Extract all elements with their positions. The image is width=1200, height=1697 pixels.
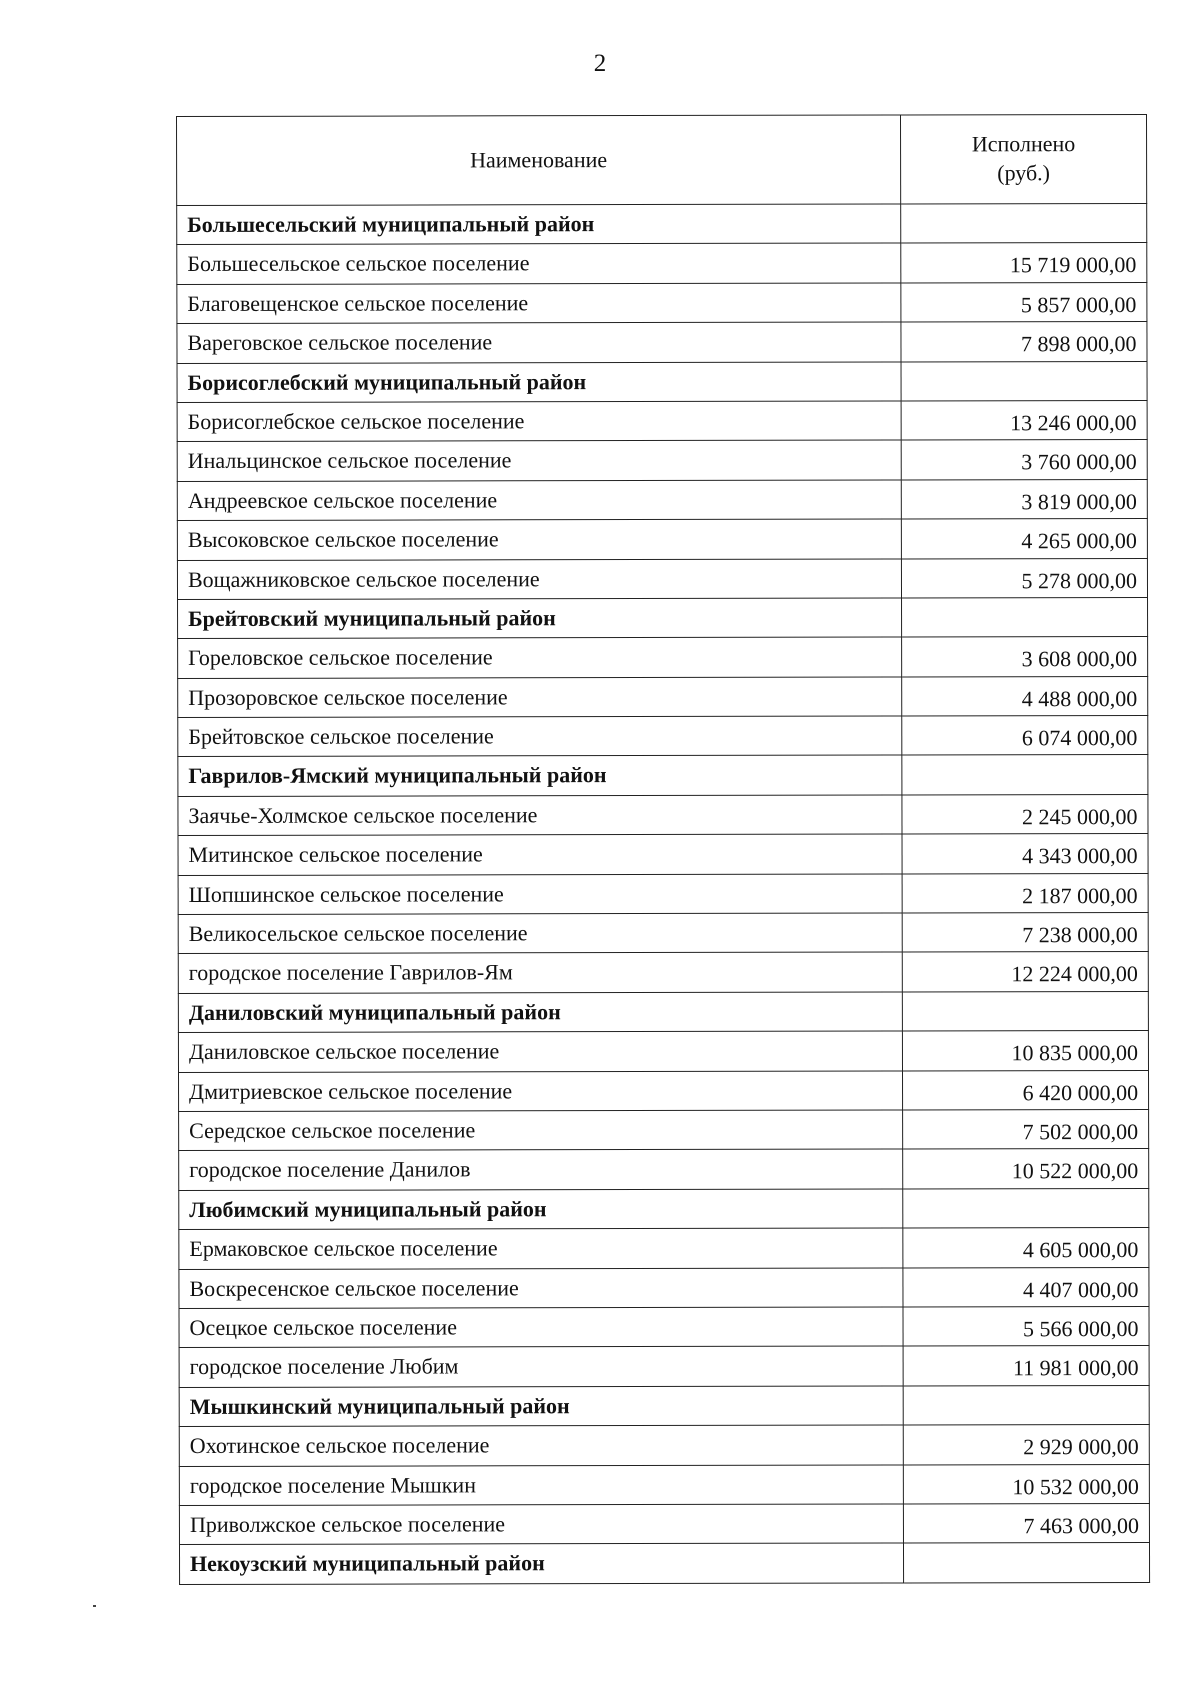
executed-amount: 4 265 000,00 [901, 519, 1147, 559]
district-row [178, 991, 1148, 1032]
column-header-name: Наименование [177, 115, 901, 206]
executed-amount: 7 898 000,00 [901, 322, 1147, 362]
executed-amount [901, 203, 1147, 243]
executed-amount [903, 1188, 1149, 1228]
settlement-name: городское поселение Любим [179, 1346, 903, 1387]
table-row [177, 519, 1147, 560]
table-row [178, 834, 1148, 875]
table-row [178, 873, 1148, 914]
page-number: 2 [593, 50, 607, 77]
executed-amount: 7 463 000,00 [903, 1503, 1149, 1543]
table-row [179, 1267, 1149, 1308]
executed-amount: 5 857 000,00 [901, 282, 1147, 322]
settlement-name: Благовещенское сельское поселение [177, 283, 901, 324]
table-row [179, 1109, 1149, 1150]
district-row [177, 203, 1147, 244]
settlement-name: Охотинское сельское поселение [179, 1425, 903, 1466]
settlement-name: Высоковское сельское поселение [177, 519, 901, 560]
district-name: Гаврилов-Ямский муниципальный район [178, 755, 902, 796]
executed-amount: 12 224 000,00 [902, 952, 1148, 992]
table-body [177, 203, 1150, 1584]
executed-amount [902, 597, 1148, 637]
table-row [177, 282, 1147, 323]
executed-amount: 10 532 000,00 [903, 1464, 1149, 1504]
scan-artifact [93, 1605, 96, 1607]
district-name: Даниловский муниципальный район [178, 992, 902, 1033]
table-row [178, 912, 1148, 953]
table-row [177, 440, 1147, 481]
settlement-name: Гореловское сельское поселение [178, 637, 902, 678]
executed-amount: 3 760 000,00 [901, 440, 1147, 480]
executed-amount: 15 719 000,00 [901, 243, 1147, 283]
executed-amount: 6 074 000,00 [902, 716, 1148, 756]
table-header [177, 114, 1147, 205]
settlement-name: Митинское сельское поселение [178, 834, 902, 875]
settlement-name: Великосельское сельское поселение [178, 913, 902, 954]
column-header-value-line2: (руб.) [997, 160, 1051, 186]
settlement-name: Ермаковское сельское поселение [179, 1228, 903, 1269]
executed-amount: 13 246 000,00 [901, 400, 1147, 440]
settlement-name: Большесельское сельское поселение [177, 243, 901, 284]
district-row [177, 361, 1147, 402]
settlement-name: Шопшинское сельское поселение [178, 874, 902, 915]
settlement-name: Вареговское сельское поселение [177, 322, 901, 363]
district-name: Любимский муниципальный район [179, 1189, 903, 1230]
table-row [179, 1346, 1149, 1387]
executed-amount [902, 991, 1148, 1031]
district-row [179, 1543, 1149, 1584]
executed-amount: 2 929 000,00 [903, 1425, 1149, 1465]
table-row [178, 676, 1148, 717]
settlement-name: Андреевское сельское поселение [177, 480, 901, 521]
table-row [177, 243, 1147, 284]
executed-amount: 2 245 000,00 [902, 794, 1148, 834]
table-row [179, 1464, 1149, 1505]
district-row [179, 1385, 1149, 1426]
executed-amount [901, 361, 1147, 401]
district-name: Большесельский муниципальный район [177, 204, 901, 245]
district-name: Некоузский муниципальный район [179, 1543, 903, 1584]
settlement-name: Борисоглебское сельское поселение [177, 401, 901, 442]
table-row [179, 1070, 1149, 1111]
executed-amount: 4 343 000,00 [902, 834, 1148, 874]
settlement-name: Заячье-Холмское сельское поселение [178, 795, 902, 836]
executed-amount: 4 488 000,00 [902, 676, 1148, 716]
table-row [179, 1503, 1149, 1544]
executed-amount: 4 605 000,00 [903, 1228, 1149, 1268]
executed-amount: 5 278 000,00 [901, 558, 1147, 598]
executed-amount [903, 1543, 1149, 1583]
column-header-value [900, 114, 1146, 204]
settlement-name: Дмитриевское сельское поселение [179, 1071, 903, 1112]
settlement-name: Инальцинское сельское поселение [177, 440, 901, 481]
settlement-name: Прозоровское сельское поселение [178, 677, 902, 718]
table-row [177, 400, 1147, 441]
executed-amount [902, 755, 1148, 795]
settlement-name: Вощажниковское сельское поселение [177, 558, 901, 599]
settlement-name: Даниловское сельское поселение [178, 1031, 902, 1072]
table-row [177, 322, 1147, 363]
table-row [178, 637, 1148, 678]
settlement-name: городское поселение Гаврилов-Ям [178, 952, 902, 993]
settlement-name: Осецкое сельское поселение [179, 1307, 903, 1348]
executed-amount: 7 502 000,00 [903, 1109, 1149, 1149]
district-row [178, 755, 1148, 796]
settlement-name: городское поселение Данилов [179, 1149, 903, 1190]
executed-amount: 3 608 000,00 [902, 637, 1148, 677]
column-header-value-line1: Исполнено [971, 131, 1076, 157]
executed-amount: 2 187 000,00 [902, 873, 1148, 913]
table-row [179, 1228, 1149, 1269]
district-row [178, 597, 1148, 638]
executed-amount: 3 819 000,00 [901, 479, 1147, 519]
executed-amount: 4 407 000,00 [903, 1267, 1149, 1307]
executed-amount: 6 420 000,00 [903, 1070, 1149, 1110]
district-name: Мышкинский муниципальный район [179, 1386, 903, 1427]
district-name: Брейтовский муниципальный район [178, 598, 902, 639]
settlement-name: Приволжское сельское поселение [179, 1504, 903, 1545]
table-row [179, 1149, 1149, 1190]
table-row [178, 794, 1148, 835]
executed-amount: 10 835 000,00 [902, 1031, 1148, 1071]
budget-table [176, 114, 1150, 1585]
settlement-name: Брейтовское сельское поселение [178, 716, 902, 757]
table-row [177, 558, 1147, 599]
table-row [178, 1031, 1148, 1072]
district-name: Борисоглебский муниципальный район [177, 362, 901, 403]
executed-amount: 10 522 000,00 [903, 1149, 1149, 1189]
executed-amount: 5 566 000,00 [903, 1306, 1149, 1346]
table-row [178, 952, 1148, 993]
table-row [179, 1425, 1149, 1466]
settlement-name: Воскресенское сельское поселение [179, 1268, 903, 1309]
table-header-row [177, 114, 1147, 205]
settlement-name: Середское сельское поселение [179, 1110, 903, 1151]
executed-amount: 11 981 000,00 [903, 1346, 1149, 1386]
settlement-name: городское поселение Мышкин [179, 1464, 903, 1505]
executed-amount: 7 238 000,00 [902, 912, 1148, 952]
table-row [178, 716, 1148, 757]
table-row [179, 1306, 1149, 1347]
table-row [177, 479, 1147, 520]
executed-amount [903, 1385, 1149, 1425]
district-row [179, 1188, 1149, 1229]
